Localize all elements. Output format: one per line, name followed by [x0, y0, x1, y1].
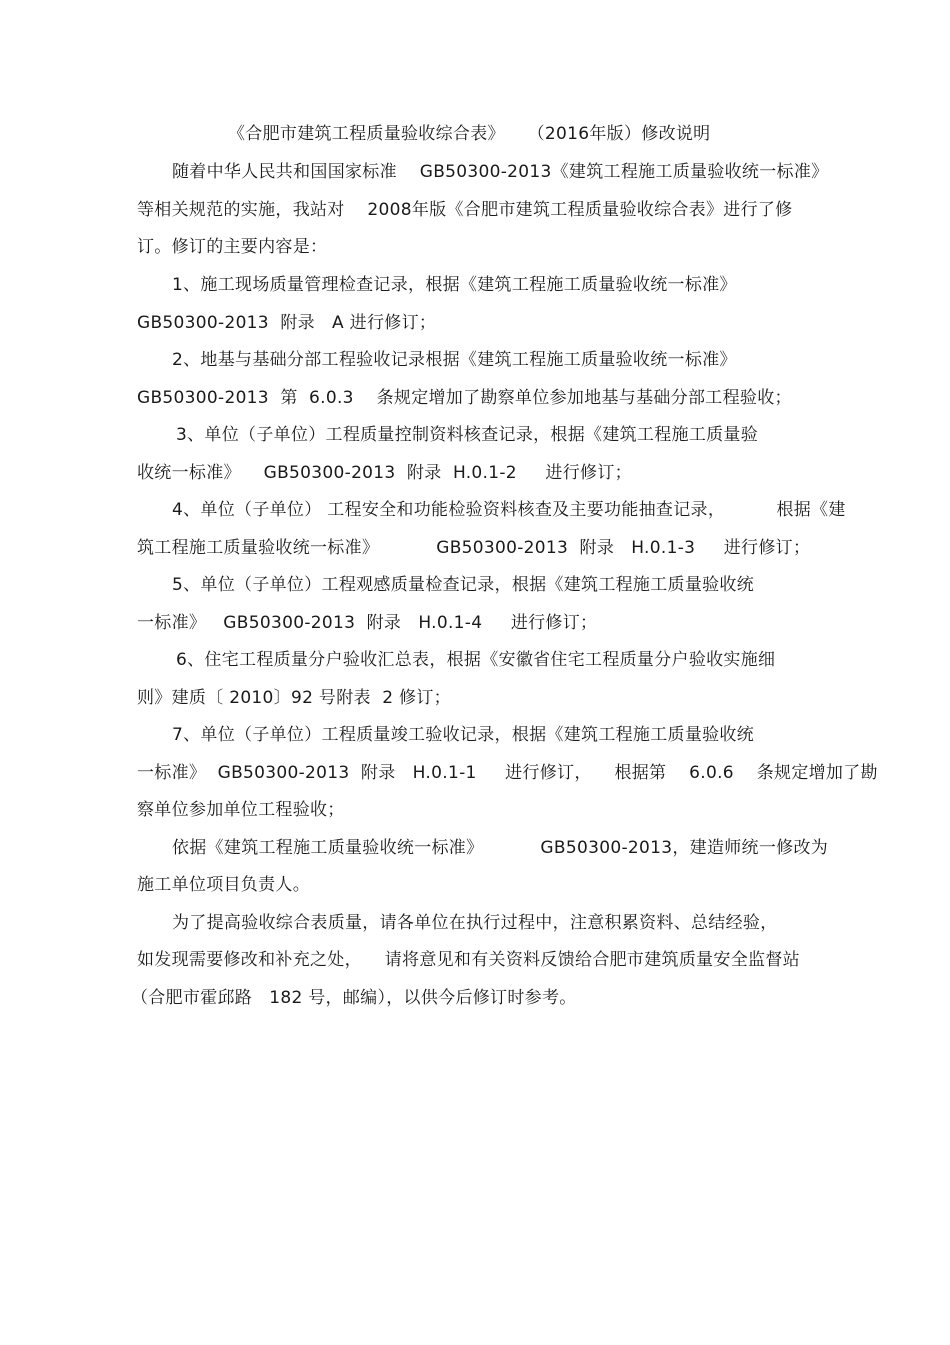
- paragraph-line: 察单位参加单位工程验收；: [137, 800, 345, 820]
- paragraph-line: 订。修订的主要内容是：: [137, 237, 328, 257]
- paragraph-line: 1、施工现场质量管理检查记录，根据《建筑工程施工质量验收统一标准》: [172, 275, 737, 295]
- paragraph-line: 4、单位（子单位） 工程安全和功能检验资料核查及主要功能抽查记录， 根据《建: [172, 500, 846, 520]
- paragraph-line: 如发现需要修改和补充之处， 请将意见和有关资料反馈给合肥市建筑质量安全监督站: [137, 950, 800, 970]
- paragraph-line: 为了提高验收综合表质量，请各单位在执行过程中，注意积累资料、总结经验，: [172, 913, 778, 933]
- paragraph-line: 7、单位（子单位）工程质量竣工验收记录，根据《建筑工程施工质量验收统: [172, 725, 755, 745]
- paragraph-line: 一标准》 GB50300-2013 附录 H.0.1-4 进行修订；: [137, 613, 598, 633]
- paragraph-line: 随着中华人民共和国国家标准 GB50300-2013《建筑工程施工质量验收统一标准》: [172, 162, 829, 182]
- paragraph-line: 则》建质〔 2010〕92 号附表 2 修订；: [137, 688, 451, 708]
- paragraph-line: 3、单位（子单位）工程质量控制资料核查记录，根据《建筑工程施工质量验: [176, 425, 759, 445]
- paragraph-line: GB50300-2013 附录 A 进行修订；: [137, 313, 437, 333]
- paragraph-line: 一标准》 GB50300-2013 附录 H.0.1-1 进行修订， 根据第 6.0.6 条规定增加了勘: [137, 763, 878, 783]
- paragraph-line: 5、单位（子单位）工程观感质量检查记录，根据《建筑工程施工质量验收统: [172, 575, 755, 595]
- paragraph-line: 依据《建筑工程施工质量验收统一标准》 GB50300-2013，建造师统一修改为: [172, 838, 829, 858]
- paragraph-line: 收统一标准》 GB50300-2013 附录 H.0.1-2 进行修订；: [137, 463, 632, 483]
- paragraph-line: 6、住宅工程质量分户验收汇总表，根据《安徽省住宅工程质量分户验收实施细: [176, 650, 776, 670]
- paragraph-line: （合肥市霍邱路 182 号，邮编），以供今后修订时参考。: [131, 988, 577, 1008]
- paragraph-line: 等相关规范的实施，我站对 2008年版《合肥市建筑工程质量验收综合表》进行了修: [137, 200, 793, 220]
- paragraph-line: 施工单位项目负责人。: [137, 875, 310, 895]
- paragraph-line: 2、地基与基础分部工程验收记录根据《建筑工程施工质量验收统一标准》: [172, 350, 737, 370]
- document-title: 《合肥市建筑工程质量验收综合表》 （2016年版）修改说明: [228, 124, 711, 144]
- paragraph-line: GB50300-2013 第 6.0.3 条规定增加了勘察单位参加地基与基础分部工程验收；: [137, 388, 792, 408]
- paragraph-line: 筑工程施工质量验收统一标准》 GB50300-2013 附录 H.0.1-3 进行修订；: [137, 538, 811, 558]
